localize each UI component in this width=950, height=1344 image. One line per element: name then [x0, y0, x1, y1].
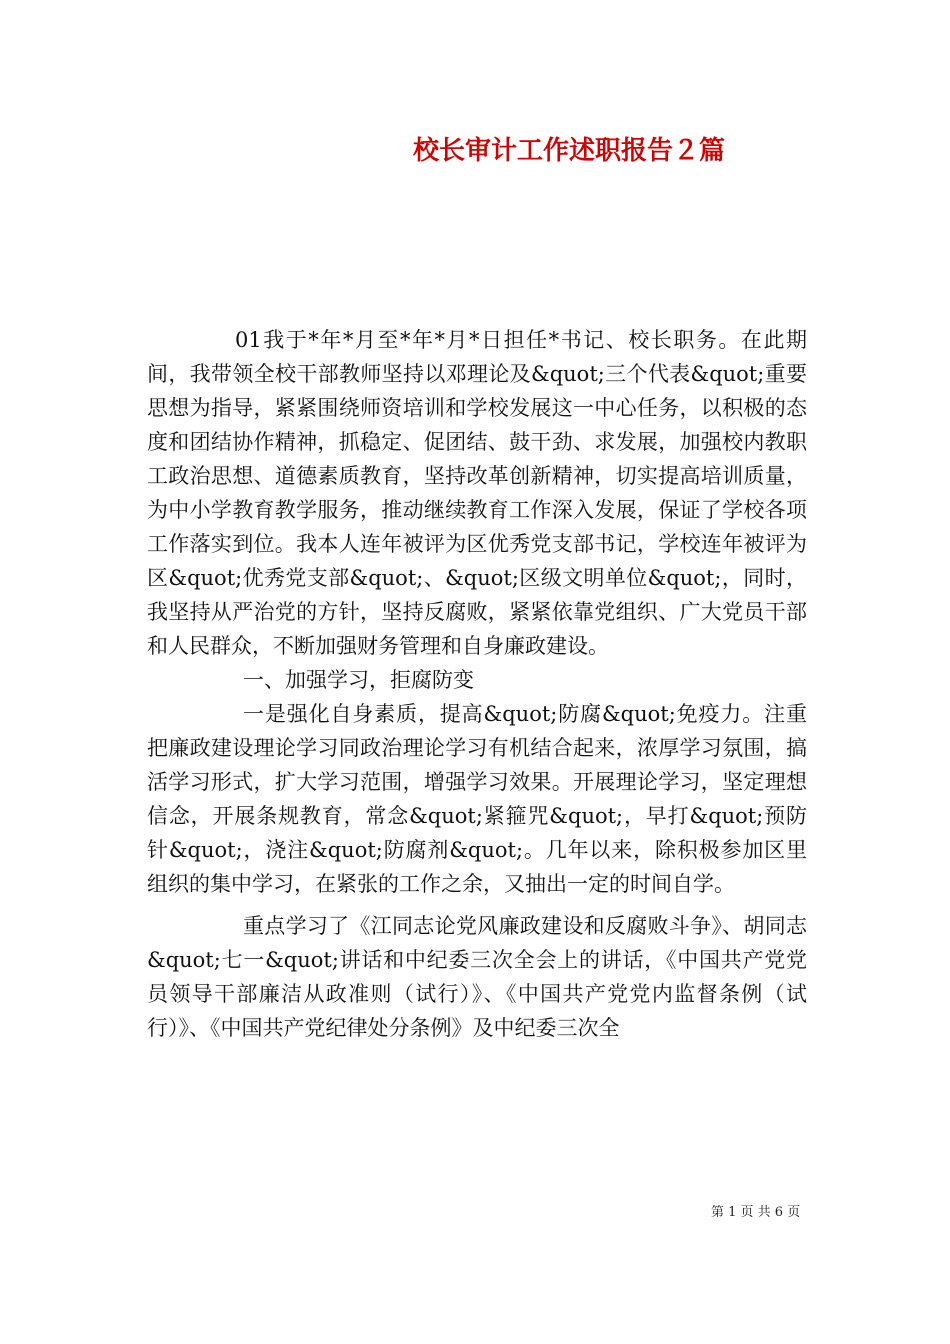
document-title: 校长审计工作述职报告２篇 [413, 136, 726, 166]
paragraph-key-study: 重点学习了《江同志论党风廉政建设和反腐败斗争》、胡同志&quot;七一&quot;讲话和中纪委三次全会上的讲话，《中国共产党党员领导干部廉洁从政准则（试行）》、《中国共产党党内监督条例（试行）》、《中国共产党纪律处分条例》及中纪委三次全 [147, 914, 807, 1040]
paragraph-study: 一是强化自身素质，提高&quot;防腐&quot;免疫力。注重把廉政建设理论学习同政治理论学习有机结合起来，浓厚学习氛围，搞活学习形式，扩大学习范围，增强学习效果。开展理论学习，坚定理想信念，开展条规教育，常念&quot;紧箍咒&quot;，早打&quot;预防针&quot;，浇注&quot;防腐剂&quot;。几年以来，除积极参加区里组织的集中学习，在紧张的工作之余，又抽出一定的时间自学。 [147, 702, 807, 896]
paragraph-intro: 01我于*年*月至*年*月*日担任*书记、校长职务。在此期间，我带领全校干部教师坚持以邓理论及&quot;三个代表&quot;重要思想为指导，紧紧围绕师资培训和学校发展这一中心任务，以积极的态度和团结协作精神，抓稳定、促团结、鼓干劲、求发展，加强校内教职工政治思想、道德素质教育，坚持改革创新精神，切实提高培训质量，为中小学教育教学服务，推动继续教育工作深入发展，保证了学校各项工作落实到位。我本人连年被评为区优秀党支部书记，学校连年被评为区&quot;优秀党支部&quot;、&quot;区级文明单位&quot;，同时，我坚持从严治党的方针，坚持反腐败，紧紧依靠党组织、广大党员干部和人民群众，不断加强财务管理和自身廉政建设。 [147, 328, 807, 658]
page-number: 第 1 页 共 6 页 [711, 1205, 801, 1220]
document-body [147, 323, 807, 1045]
section-heading: 一、加强学习，拒腐防变 [243, 668, 474, 692]
